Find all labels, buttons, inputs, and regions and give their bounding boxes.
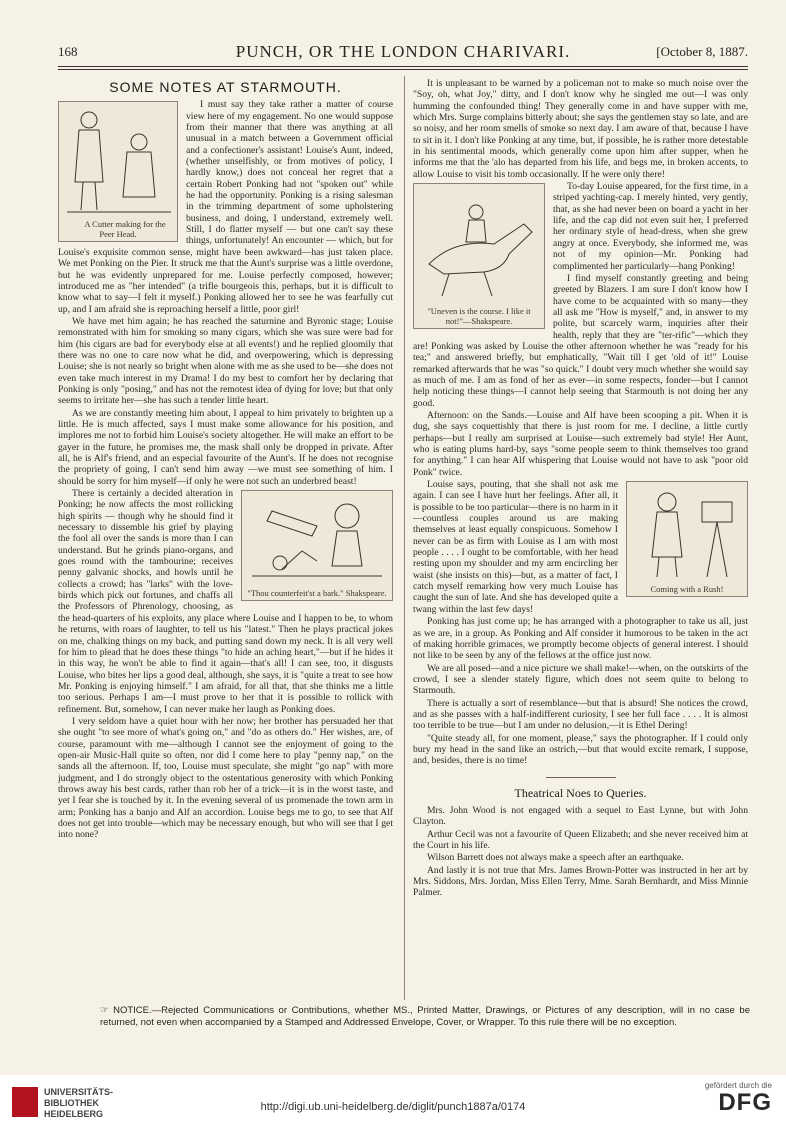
issue-date: [October 8, 1887. — [656, 44, 748, 59]
illustration-cutter — [58, 101, 178, 242]
article-title: SOME NOTES AT STARMOUTH. — [109, 79, 342, 95]
illustration-counterfeit — [241, 490, 393, 601]
column-divider — [404, 76, 405, 1000]
footer-bar — [0, 1075, 786, 1131]
paragraph: Louise says, pouting, that she shall not ask me again. I can see I have hurt her feelings. After all, it is possible to be too particular—there is no harm in it—countless couples around us are making themselves at least equally conspicuous. Somehow I never can be as firm with Louise as I am with most people . . . . I ought to be comfortable, with her head resting upon my shoulder and my arm encircling her waist (she insists on this)—but, as a matter of fact, I catch myself remarking how very much Louise has caught the sun of late. And she has developed quite a twang within the last few days! — [413, 479, 618, 615]
paragraph: There is actually a sort of resemblance—but that is absurd! She notices the crowd, and as she passes with a half-indifferent curiosity, I see her full face . . . . It is almost too terrible to be true—but I am under no delusion,—it is Ethel Dering! — [413, 697, 748, 732]
paragraph: "Quite steady all, for one moment, please," says the photographer. If I could only bury my head in the sand like an ostrich,—but that would excite remark, I suppose, and, besides, there is no time! — [413, 732, 748, 767]
header-rule — [58, 66, 748, 67]
paragraph: Mrs. John Wood is not engaged with a sequel to East Lynne, but with John Clayton. — [413, 804, 748, 828]
dfg-wordmark: DFG — [718, 1089, 772, 1116]
page-number: 168 — [58, 44, 78, 59]
paragraph: Ponking has just come up; he has arranged with a photographer to take us all, just as we are, in a group. As Ponking and Alf consider it humorous to be taken in the act of making horrible grimaces, we promptly become objects of general interest. I should not like to be seen by any of the fellows at the office just now. — [413, 616, 748, 662]
paragraph: We are all posed—and a nice picture we shall make!—when, on the outskirts of the crowd, I see a slender stately figure, which does not seem quite to belong to Starmouth. — [413, 662, 748, 697]
paragraph: Wilson Barrett does not always make a speech after an earthquake. — [427, 852, 684, 864]
left-column — [58, 78, 393, 998]
illustration-horse — [413, 183, 545, 329]
paragraph-intro: A Cutter making for the Peer Head. I must say they take rather a matter of course view here of my engagement. No one would suppose from their manner that there was anything at all unusual in a match between a Government official and a confectioner's assistant! Louise's Aunt, indeed, (whether unselfishly, or from motives of policy, I hardly know,) does not conceal her regret that a certain Robert Ponking had not "spoken out" while he had the opportunity. Ponking is a rising salesman in the trimming department of some upholstering business, and doing, I understand, extremely well. Still, I do flatter myself — but one can't say these things, unfortunately! An encounter — which, but for Louise's exquisite common sense, might have been awkward—has just taken place. We met Ponking on the Pier. It struck me that the Aunt's surprise was a little overdone, but he was evidently unprepared for me. Louise perfectly composed, however; introduced me as "her intended" (a trifle bourgeois this, perhaps, but it is difficult to know what to say—I felt it myself.) Ponking allowed her to see he was fearfully cut up, and I am afraid she is reproaching herself a little, poor girl! — [58, 99, 393, 315]
dfg-logo[interactable] — [682, 1081, 772, 1116]
header-rule-double — [58, 69, 748, 70]
funded-by-text: gefördert durch die — [704, 1081, 772, 1090]
section-title: Theatrical Noes to Queries. — [514, 785, 647, 800]
library-line: BIBLIOTHEK — [44, 1098, 99, 1108]
paragraph: Arthur Cecil was not a favourite of Queen Elizabeth; and she never received him at the Court in his life. — [413, 828, 748, 851]
paragraph: There is certainly a decided alteration in Ponking; he now affects the most rollicking high spirits — though why he should find it necessary to dissemble his grief by playing the fool all over the sands is more than I can understand. But he grinds piano-organs, and goes round with the tambourine; receives penny galvanic shocks, and howls until he collects a crowd; has "larks" with the love-birds which pick out fortunes, and chaffs all the Professors of Phrenology, choosing, as the head-quarters of his exploits, any place where Louise and I happen to be, to whom he returns, with roars of laughter, to tell us his "latest." Then he plays practical jokes on me, chalking things on my back, and putting sand down my neck. It is all very well for him to plead that he does these things "to hide an aching heart,"—but if he hides it in this way, he won't be able to find it again—that's all! I can see, too, it disgusts Louise, who bites her lips a good deal, although, she says, it is "quite a treat to see how Mr. Ponking is enjoying himself." I am afraid, for all that, that she thinks me a little too serious. Perhaps I am—I must prove to her that it is possible to rollick with refinement. But, somehow, I can never make her laugh as Ponking does. — [58, 488, 393, 715]
library-line: UNIVERSITÄTS- — [44, 1087, 114, 1097]
paragraph: As we are constantly meeting him about, I appeal to him privately to brighten up a little. He is much affected, says I must make some allowance for his position, and implores me not to forbid him Louise's society altogether. He will make an effort to be gayer in the future, he promises me, the mask shall only be dropped in private. After all, he is Alf's friend, and an especial favourite of the Aunt's. If he does not recognise the propriety of going, I can't send him away —we must see something of him. I should be sorry for him myself—if only he were not such an underbred beast! — [58, 407, 393, 487]
page-header — [58, 42, 748, 66]
cutter-illustration-drawing — [59, 102, 177, 217]
paragraph: To-day Louise appeared, for the first time, in a striped yachting-cap. I merely hinted, very gently, that, as she had never been on board a yacht in her life, and the cap did not even suit her, I preferred her ordinary style of head-dress, when she grew angry at once. Everybody, she informed me, was not of my opinion—Mr. Ponking had complimented her particularly—hang Ponking! — [553, 181, 748, 272]
library-line: HEIDELBERG — [44, 1109, 104, 1119]
paragraph: I very seldom have a quiet hour with her now; her brother has persuaded her that she ought "to see more of what's going on," and "do as others do." Her wishes, are, of course, paramount with me—although I cannot see the enjoyment of going to the open-air Music-Hall quite so often, nor did I come here to play "penny nap," on the sands all the afternoon. If, too, Louise must speculate, she might "go nap" with more judgment, and I do strongly object to the ostentatious generosity with which Ponking throws away his best cards, rather than rob her of a trick—it is in the worst taste, and yet I fear she is touched by it. In the evening several of us promenade the town arm in arm; Ponking has a banjo and Alf an accordion. Louise begs me to go, to see that Alf does not get into trouble—which may be necessary enough, but who will see that I get into none? — [58, 715, 393, 841]
illustration-rush — [626, 481, 748, 597]
counterfeit-illustration-drawing — [242, 491, 392, 586]
illustration-caption: A Cutter making for the Peer Head. — [84, 219, 166, 240]
illustration-caption: Coming with a Rush! — [650, 584, 724, 595]
illustration-caption: "Uneven is the course. I like it not!"—Shakspeare. — [427, 306, 531, 327]
paragraph: I find myself constantly greeting and being greeted by Blazers. I am sure I don't know how I have come to be acquainted with so many—they all ask me "How is myself," and, in answer to my polite, but scarcely warm, inquiries after their health, reply that they are "ter-rific"—which they are! Ponking was asked by Louise the other afternoon whether he was "ready for his tea;" and answered briefly, but emphatically, "Wait till I get 'old of it!" Louise remarked afterwards that he was "so quick." I doubt very much whether she would say as much of me. I am as fond of her as ever—in some respects, fonder—but I cannot help noticing these things—I cannot help seeing that Starmouth is not doing her any good. — [413, 272, 748, 409]
rush-illustration-drawing — [627, 482, 747, 582]
source-url[interactable]: http://digi.ub.uni-heidelberg.de/diglit/punch1887a/0174 — [260, 1101, 526, 1113]
paragraph: We have met him again; he has reached the saturnine and Byronic stage; Louise remonstrated with him for smoking so many cigars, which she was sure were bad for him (his cigars are bad for everybody else at all events!) and he replied gloomily that there was no one to care now what he did, and overpowering, which is depressing Louise; she is not nearly so bright when alone with me as she used to be—she does not even take much interest in my Drama! I do my best to comfort her by declaring that Ponking is only "posing," and has not the remotest idea of dying for love; but that only seems to irritate her—she has such a tender little heart. — [58, 315, 393, 407]
periodical-title: PUNCH, OR THE LONDON CHARIVARI. — [235, 42, 571, 61]
paragraph: Afternoon: on the Sands.—Louise and Alf have been scooping a pit. When it is dug, she says coquettishly that there is just room for me. I decline, a little curtly perhaps—but I really am surprised at Louise—such extremely bad style! Her Aunt, who is eating plums hard-by, says "some people seem to think themselves too grand for anything." I can hear Alf whispering that Louise would not have to ask "poor old Ponk" twice. — [413, 409, 748, 478]
section-divider — [546, 777, 616, 778]
editorial-notice: ☞ NOTICE.—Rejected Communications or Contributions, whether MS., Printed Matter, Drawings, or Pictures of any description, will in no case be returned, not even when accompanied by a Stamped and Addressed Envelope, Cover, or Wrapper. To this rule there will be no exception. — [100, 1005, 750, 1028]
illustration-caption: "Thou counterfeit'st a bark." Shakspeare. — [247, 588, 387, 599]
horse-illustration-drawing — [414, 184, 544, 304]
paragraph: It is unpleasant to be warned by a policeman not to make so much noise over the "Soy, oh, what Joy," ditty, and I don't know why he singled me out—I was only humming the confounded thing! They generally come in and have supper with me, which Mrs. Surge complains bitterly about; she says the gentlemen stay so late, and are so noisy, and her room smells of smoke so next day. I am aware of that, because I have to sit in it. I don't like Ponking at any time, but, if possible, he is rather more detestable in his sentimental moods, which generally come upon him after supper, when he informs me that the 'alo has departed from his life, and begs me, in broken accents, to allow Louise to visit his tomb occasionally. If he were only there! — [413, 78, 748, 180]
paragraph: And lastly it is not true that Mrs. James Brown-Potter was instructed in her art by Mrs. Siddons, Mrs. Jordan, Miss Ellen Terry, Mme. Sarah Bernhardt, and Miss Minnie Palmer. — [413, 864, 748, 899]
right-column — [413, 78, 748, 998]
